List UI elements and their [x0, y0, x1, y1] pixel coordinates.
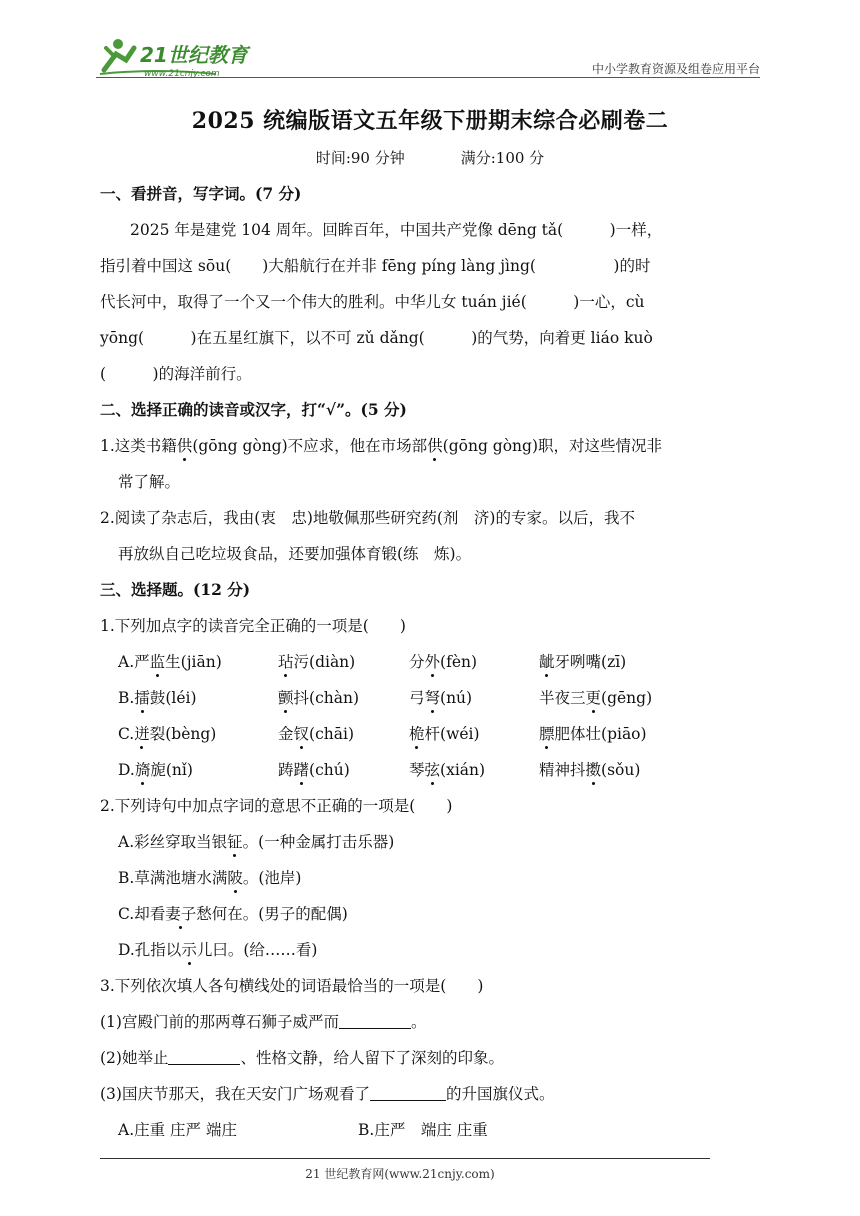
dotted-char: 供: [177, 428, 193, 464]
s3-q2-option-b: B.草满池塘水满陂。(池岸): [100, 860, 762, 896]
s3-q2-stem: 2.下列诗句中加点字词的意思不正确的一项是( ): [100, 797, 453, 815]
s3-q3-stem: 3.下列依次填人各句横线处的词语最恰当的一项是( ): [100, 977, 484, 995]
s2-q1-line-1: [100, 428, 762, 464]
exam-time: 时间:90 分钟: [315, 149, 405, 167]
exam-content: [100, 176, 762, 1148]
s3-q1-option-d: D.旖旎(nǐ) 踌躇(chú) 琴弦(xián) 精神抖擞(sǒu): [100, 752, 762, 788]
s3-q1-option-a: A.严监生(jiān) 玷污(diàn) 分外(fèn) 龇牙咧嘴(zī): [100, 644, 762, 680]
header-divider: [96, 77, 760, 78]
exam-score: 满分:100 分: [460, 149, 545, 167]
answer-blank[interactable]: [339, 1010, 411, 1029]
text: (gōng gòng)不应求，他在市场部: [192, 437, 428, 455]
site-logo: [96, 34, 266, 78]
s3-q3-options: [100, 1112, 762, 1148]
s2-q1-line-2: 常了解。: [118, 473, 181, 491]
s2-q2-line-1: 2.阅读了杂志后，我由(衷 忠)地敬佩那些研究药(剂 济)的专家。以后，我不: [100, 509, 635, 527]
option-a: A.庄重 庄严 端庄: [118, 1121, 237, 1139]
s1-line-3: 代长河中，取得了一个又一个伟大的胜利。中华儿女 tuán jié( )一心，cù: [100, 293, 645, 311]
s2-q2-line-2: 再放纵自己吃垃圾食品，还要加强体育锻(练 炼)。: [118, 545, 472, 563]
exam-info: [0, 147, 860, 168]
section-1-heading: 一、看拼音，写字词。(7 分): [100, 184, 302, 203]
platform-name: 中小学教育资源及组卷应用平台: [591, 62, 760, 76]
s3-q2-option-d: D.孔指以示儿曰。(给……看): [100, 932, 762, 968]
s3-q3-sentence-3: (3)国庆节那天，我在天安门广场观看了 的升国旗仪式。: [100, 1076, 762, 1112]
page-title: 2025 统编版语文五年级下册期末综合必刷卷二: [191, 108, 669, 134]
answer-blank[interactable]: [168, 1046, 240, 1065]
s1-line-2: 指引着中国这 sōu( )大船航行在并非 fēng píng làng jìng( )的时: [100, 257, 651, 275]
option-b: B.庄严 端庄 庄重: [358, 1121, 488, 1139]
answer-blank[interactable]: [370, 1082, 446, 1101]
footer-text: 21 世纪教育网(www.21cnjy.com): [305, 1167, 495, 1181]
footer-divider: [100, 1158, 710, 1159]
text: 1.这类书籍: [100, 437, 177, 455]
section-3-heading: 三、选择题。(12 分): [100, 580, 251, 599]
s3-q1-option-c: C.迸裂(bèng) 金钗(chāi) 桅杆(wéi) 膘肥体壮(piāo): [100, 716, 762, 752]
s3-q1-option-b: B.擂鼓(léi) 颤抖(chàn) 弓弩(nú) 半夜三更(gēng): [100, 680, 762, 716]
s3-q1-stem: 1.下列加点字的读音完全正确的一项是( ): [100, 617, 406, 635]
s3-q3-sentence-2: (2)她举止 、性格文静，给人留下了深刻的印象。: [100, 1040, 762, 1076]
svg-text:www.21cnjy.com: www.21cnjy.com: [144, 69, 220, 78]
s1-line-5: ( )的海洋前行。: [100, 365, 252, 383]
section-2-heading: 二、选择正确的读音或汉字，打“√”。(5 分): [100, 400, 407, 419]
text: (gōng gòng)职，对这些情况非: [442, 437, 663, 455]
s3-q2-option-a: A.彩丝穿取当银钲。(一种金属打击乐器): [100, 824, 762, 860]
s3-q2-option-c: C.却看妻子愁何在。(男子的配偶): [100, 896, 762, 932]
dotted-char: 供: [427, 428, 443, 464]
svg-text:21世纪教育: 21世纪教育: [140, 43, 248, 67]
s1-line-4: yōng( )在五星红旗下，以不可 zǔ dǎng( )的气势，向着更 liáo kuò: [100, 329, 653, 347]
s3-q3-sentence-1: (1)宫殿门前的那两尊石狮子威严而 。: [100, 1004, 762, 1040]
s1-line-1: 2025 年是建党 104 周年。回眸百年，中国共产党像 dēng tǎ( )一样，: [130, 221, 663, 239]
page-header: [96, 30, 760, 78]
